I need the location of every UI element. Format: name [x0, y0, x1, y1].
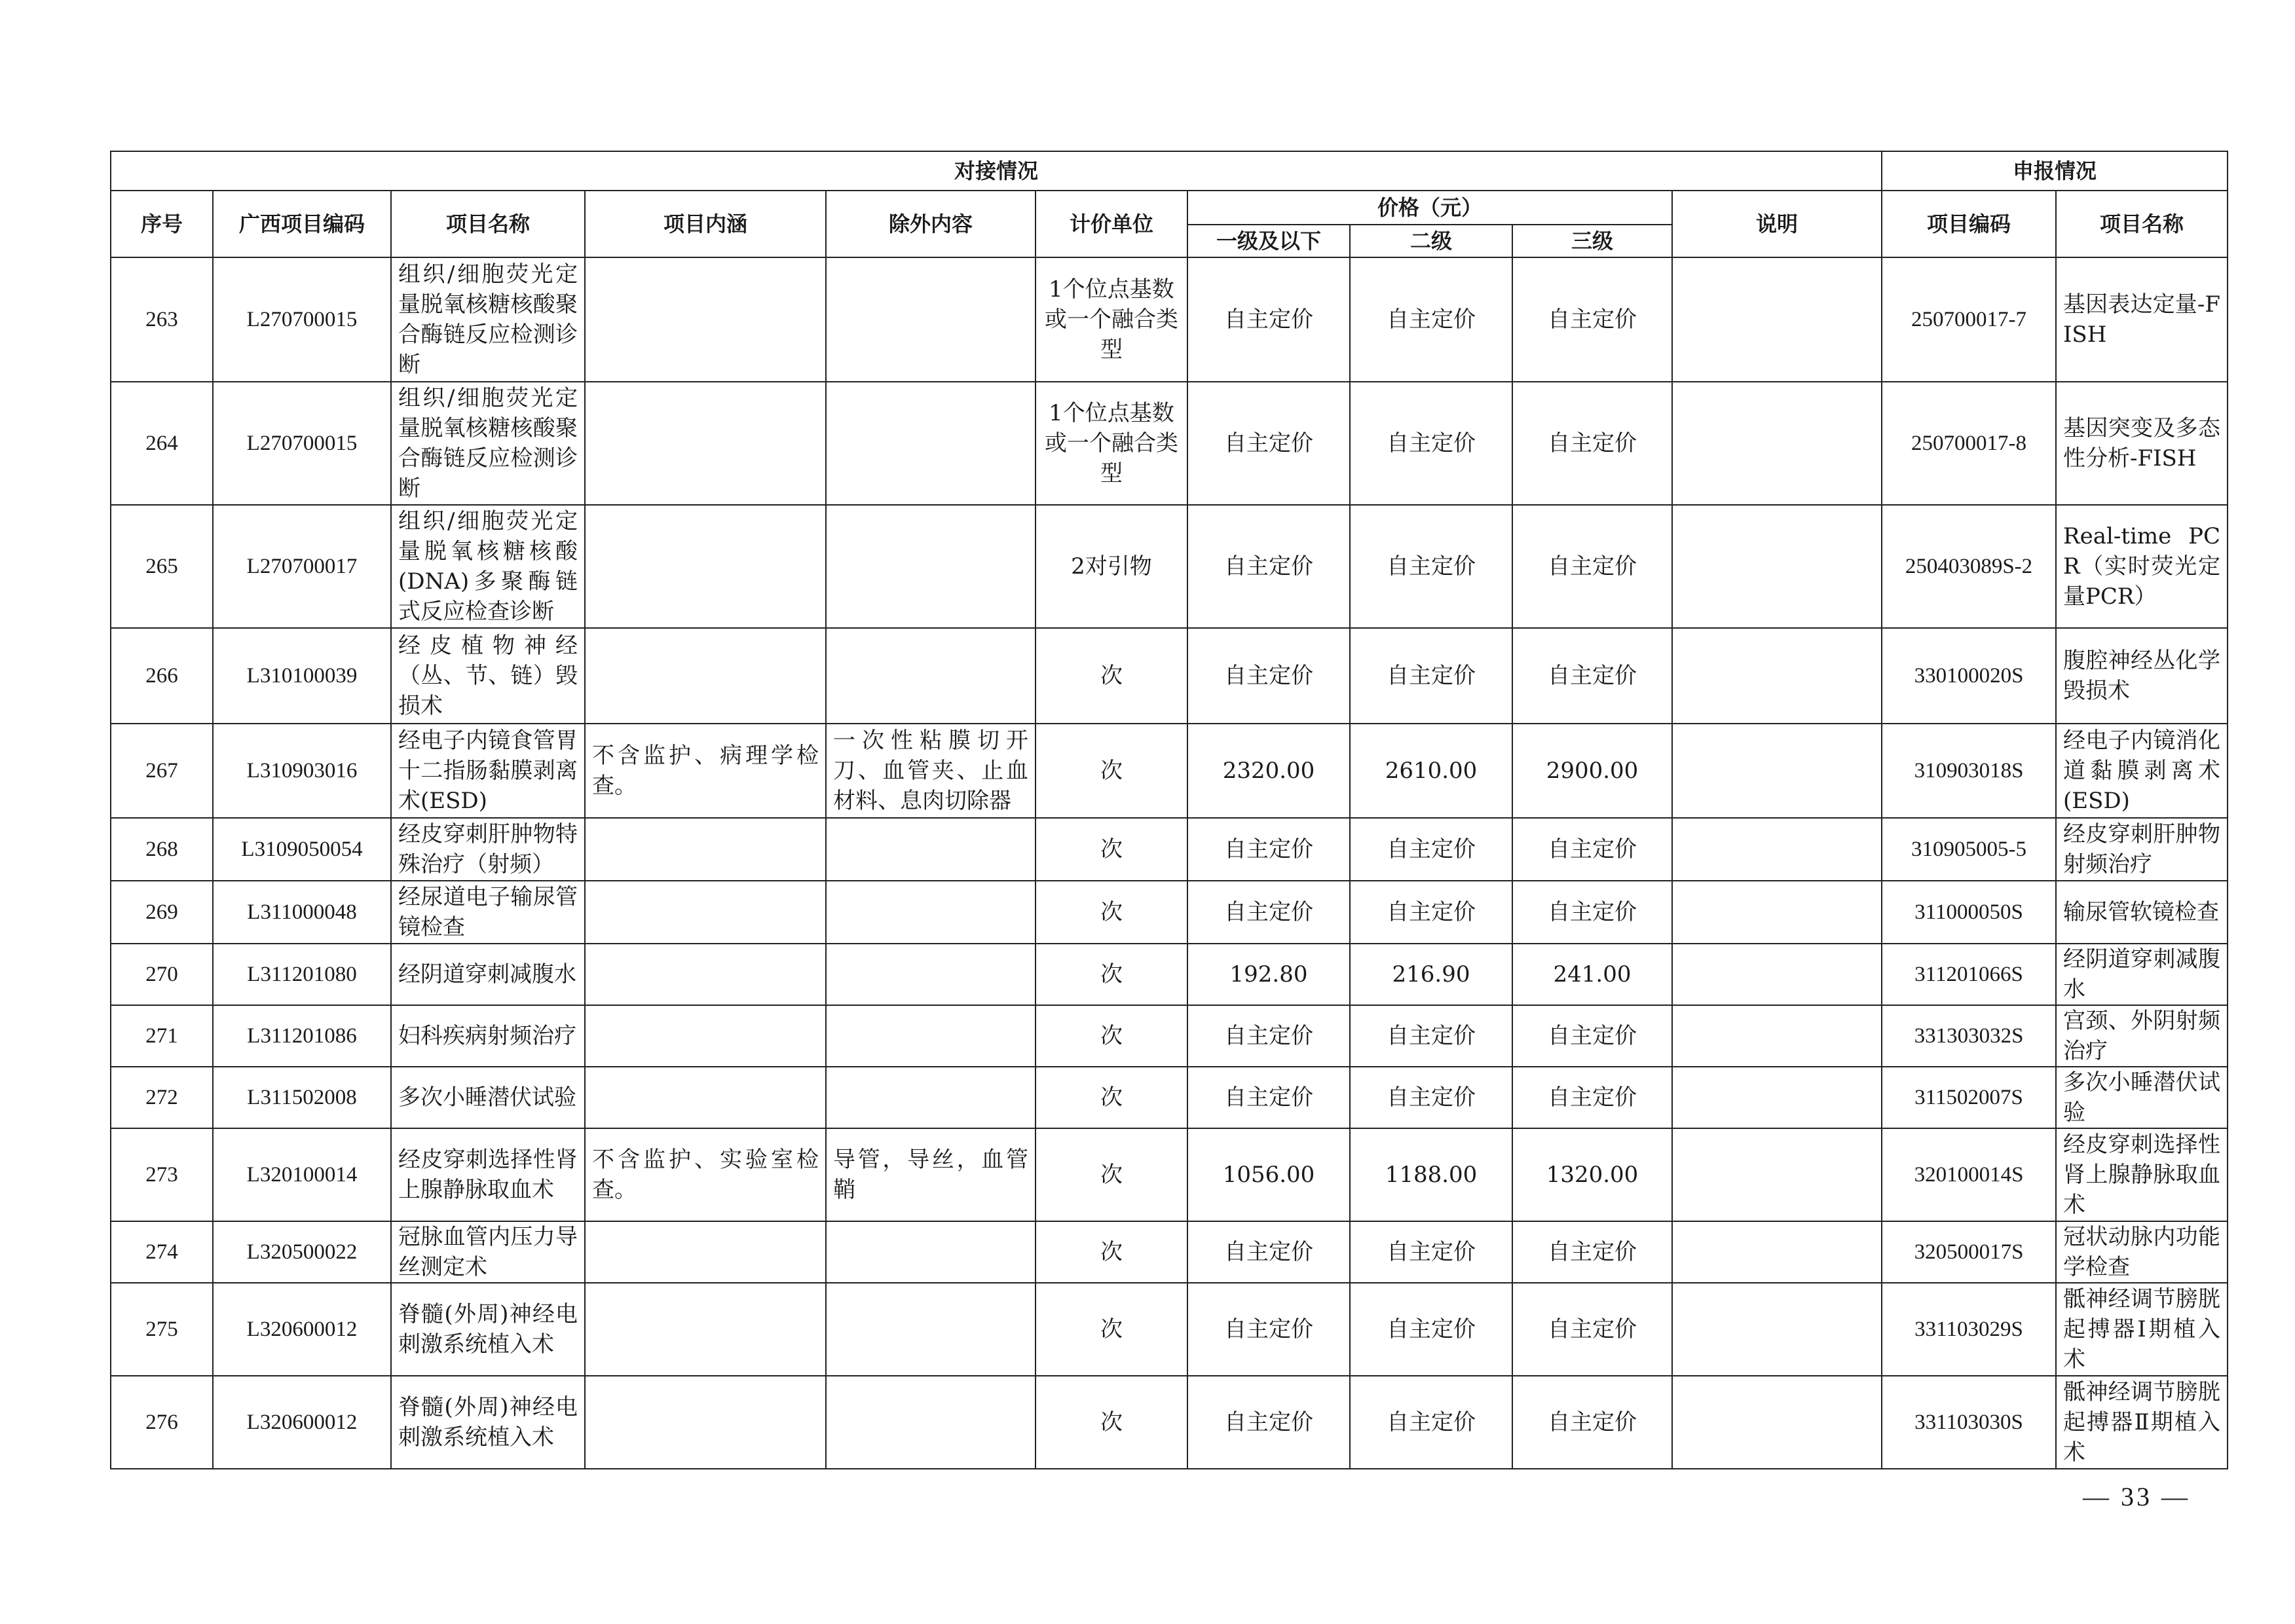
row-code: L311000048	[213, 881, 391, 944]
row-price-level3: 自主定价	[1512, 382, 1672, 505]
row-unit: 次	[1036, 1128, 1187, 1221]
row-note	[1672, 818, 1882, 881]
row-content: 不含监护、实验室检查。	[585, 1128, 826, 1221]
row-content	[585, 881, 826, 944]
row-note	[1672, 944, 1882, 1005]
section-header-docking: 对接情况	[111, 151, 1882, 191]
page-number: — 33 —	[2083, 1482, 2190, 1511]
row-name: 经尿道电子输尿管镜检查	[391, 881, 585, 944]
row-content	[585, 505, 826, 628]
table-row	[111, 257, 2228, 382]
row-price-level2: 自主定价	[1350, 881, 1512, 944]
row-content	[585, 1005, 826, 1067]
row-price-level2: 自主定价	[1350, 1005, 1512, 1067]
row-name: 组织/细胞荧光定量脱氧核糖核酸聚合酶链反应检测诊断	[391, 382, 585, 505]
row-report-code: 331303032S	[1882, 1005, 2056, 1067]
row-report-name: 经皮穿刺肝肿物射频治疗	[2056, 818, 2228, 881]
row-content	[585, 1283, 826, 1376]
row-exclusion	[826, 257, 1036, 382]
row-exclusion	[826, 944, 1036, 1005]
row-seq: 264	[111, 382, 213, 505]
row-seq: 274	[111, 1221, 213, 1283]
section-header-report: 申报情况	[1882, 151, 2228, 191]
row-price-level2: 自主定价	[1350, 818, 1512, 881]
row-note	[1672, 257, 1882, 382]
row-report-code: 310905005-5	[1882, 818, 2056, 881]
row-note	[1672, 382, 1882, 505]
row-price-level2: 自主定价	[1350, 382, 1512, 505]
row-name: 经皮穿刺肝肿物特殊治疗（射频）	[391, 818, 585, 881]
row-report-code: 250700017-8	[1882, 382, 2056, 505]
row-content: 不含监护、病理学检查。	[585, 724, 826, 818]
row-seq: 269	[111, 881, 213, 944]
row-exclusion	[826, 382, 1036, 505]
table-row	[111, 1128, 2228, 1221]
row-price-level2: 自主定价	[1350, 1221, 1512, 1283]
row-price-level3: 自主定价	[1512, 1376, 1672, 1469]
row-report-code: 330100020S	[1882, 628, 2056, 724]
header-exclusion: 除外内容	[826, 191, 1036, 257]
row-unit: 次	[1036, 881, 1187, 944]
row-seq: 276	[111, 1376, 213, 1469]
row-report-name: 基因突变及多态性分析-FISH	[2056, 382, 2228, 505]
row-exclusion: 导管，导丝，血管鞘	[826, 1128, 1036, 1221]
row-price-level1: 自主定价	[1187, 257, 1350, 382]
row-unit: 次	[1036, 1283, 1187, 1376]
row-report-name: 经阴道穿刺减腹水	[2056, 944, 2228, 1005]
row-price-level2: 自主定价	[1350, 628, 1512, 724]
row-note	[1672, 1067, 1882, 1128]
row-content	[585, 818, 826, 881]
row-price-level3: 自主定价	[1512, 1067, 1672, 1128]
row-note	[1672, 1376, 1882, 1469]
row-note	[1672, 1128, 1882, 1221]
row-note	[1672, 628, 1882, 724]
row-exclusion	[826, 1221, 1036, 1283]
row-code: L320600012	[213, 1376, 391, 1469]
row-note	[1672, 1283, 1882, 1376]
header-name: 项目名称	[391, 191, 585, 257]
row-price-level3: 自主定价	[1512, 1005, 1672, 1067]
table-row	[111, 818, 2228, 881]
row-note	[1672, 1221, 1882, 1283]
row-name: 经电子内镜食管胃十二指肠黏膜剥离术(ESD)	[391, 724, 585, 818]
row-name: 经皮穿刺选择性肾上腺静脉取血术	[391, 1128, 585, 1221]
header-gx-code: 广西项目编码	[213, 191, 391, 257]
row-code: L3109050054	[213, 818, 391, 881]
row-content	[585, 382, 826, 505]
row-name: 组织/细胞荧光定量脱氧核糖核酸(DNA)多聚酶链式反应检查诊断	[391, 505, 585, 628]
row-code: L320500022	[213, 1221, 391, 1283]
row-unit: 次	[1036, 818, 1187, 881]
row-content	[585, 944, 826, 1005]
row-report-name: 骶神经调节膀胱起搏器Ⅱ期植入术	[2056, 1376, 2228, 1469]
header-report-code: 项目编码	[1882, 191, 2056, 257]
row-report-code: 311201066S	[1882, 944, 2056, 1005]
row-name: 脊髓(外周)神经电刺激系统植入术	[391, 1376, 585, 1469]
row-report-name: 经电子内镜消化道黏膜剥离术(ESD)	[2056, 724, 2228, 818]
row-report-code: 311502007S	[1882, 1067, 2056, 1128]
row-report-code: 331103030S	[1882, 1376, 2056, 1469]
row-price-level1: 自主定价	[1187, 1283, 1350, 1376]
row-report-name: 经皮穿刺选择性肾上腺静脉取血术	[2056, 1128, 2228, 1221]
header-level2: 二级	[1350, 225, 1512, 257]
row-price-level1: 自主定价	[1187, 505, 1350, 628]
table-row	[111, 382, 2228, 505]
table-body	[111, 257, 2228, 1469]
row-exclusion	[826, 1005, 1036, 1067]
row-code: L320600012	[213, 1283, 391, 1376]
row-unit: 1个位点基数或一个融合类型	[1036, 382, 1187, 505]
row-unit: 次	[1036, 1376, 1187, 1469]
header-note: 说明	[1672, 191, 1882, 257]
table-row	[111, 1221, 2228, 1283]
row-name: 组织/细胞荧光定量脱氧核糖核酸聚合酶链反应检测诊断	[391, 257, 585, 382]
row-price-level1: 自主定价	[1187, 1067, 1350, 1128]
row-price-level1: 1056.00	[1187, 1128, 1350, 1221]
row-price-level1: 自主定价	[1187, 881, 1350, 944]
row-seq: 263	[111, 257, 213, 382]
row-exclusion	[826, 1283, 1036, 1376]
table-row	[111, 724, 2228, 818]
row-price-level1: 自主定价	[1187, 382, 1350, 505]
row-price-level3: 自主定价	[1512, 628, 1672, 724]
row-seq: 267	[111, 724, 213, 818]
row-unit: 2对引物	[1036, 505, 1187, 628]
row-unit: 次	[1036, 1221, 1187, 1283]
row-price-level2: 自主定价	[1350, 1283, 1512, 1376]
row-code: L311502008	[213, 1067, 391, 1128]
row-unit: 1个位点基数或一个融合类型	[1036, 257, 1187, 382]
row-price-level3: 1320.00	[1512, 1128, 1672, 1221]
row-price-level1: 自主定价	[1187, 818, 1350, 881]
row-seq: 268	[111, 818, 213, 881]
row-unit: 次	[1036, 1067, 1187, 1128]
row-note	[1672, 724, 1882, 818]
row-code: L311201086	[213, 1005, 391, 1067]
row-report-code: 311000050S	[1882, 881, 2056, 944]
row-code: L310903016	[213, 724, 391, 818]
row-seq: 265	[111, 505, 213, 628]
row-note	[1672, 1005, 1882, 1067]
header-unit: 计价单位	[1036, 191, 1187, 257]
row-report-code: 320100014S	[1882, 1128, 2056, 1221]
row-report-name: 冠状动脉内功能学检查	[2056, 1221, 2228, 1283]
header-price: 价格（元）	[1187, 191, 1672, 225]
row-content	[585, 257, 826, 382]
row-code: L311201080	[213, 944, 391, 1005]
row-seq: 272	[111, 1067, 213, 1128]
row-unit: 次	[1036, 628, 1187, 724]
row-note	[1672, 505, 1882, 628]
row-report-name: Real-time PCR（实时荧光定量PCR）	[2056, 505, 2228, 628]
row-price-level3: 自主定价	[1512, 505, 1672, 628]
table-row	[111, 1005, 2228, 1067]
row-report-code: 250700017-7	[1882, 257, 2056, 382]
row-code: L270700017	[213, 505, 391, 628]
row-seq: 273	[111, 1128, 213, 1221]
row-exclusion	[826, 1067, 1036, 1128]
row-price-level1: 2320.00	[1187, 724, 1350, 818]
row-unit: 次	[1036, 1005, 1187, 1067]
row-price-level2: 自主定价	[1350, 257, 1512, 382]
row-price-level1: 192.80	[1187, 944, 1350, 1005]
row-report-code: 320500017S	[1882, 1221, 2056, 1283]
row-price-level3: 自主定价	[1512, 818, 1672, 881]
row-seq: 275	[111, 1283, 213, 1376]
row-code: L310100039	[213, 628, 391, 724]
row-name: 多次小睡潜伏试验	[391, 1067, 585, 1128]
row-report-code: 250403089S-2	[1882, 505, 2056, 628]
table-row	[111, 1376, 2228, 1469]
row-price-level3: 2900.00	[1512, 724, 1672, 818]
row-code: L270700015	[213, 257, 391, 382]
table-row	[111, 628, 2228, 724]
row-report-name: 宫颈、外阴射频治疗	[2056, 1005, 2228, 1067]
row-report-name: 腹腔神经丛化学毁损术	[2056, 628, 2228, 724]
row-exclusion	[826, 505, 1036, 628]
table-row	[111, 944, 2228, 1005]
row-exclusion	[826, 881, 1036, 944]
table-row	[111, 1283, 2228, 1376]
row-price-level2: 自主定价	[1350, 1376, 1512, 1469]
row-name: 经阴道穿刺减腹水	[391, 944, 585, 1005]
row-unit: 次	[1036, 724, 1187, 818]
header-content: 项目内涵	[585, 191, 826, 257]
table-row	[111, 881, 2228, 944]
row-name: 脊髓(外周)神经电刺激系统植入术	[391, 1283, 585, 1376]
header-level1: 一级及以下	[1187, 225, 1350, 257]
row-price-level3: 自主定价	[1512, 881, 1672, 944]
row-exclusion	[826, 1376, 1036, 1469]
row-price-level2: 216.90	[1350, 944, 1512, 1005]
row-report-name: 基因表达定量-FISH	[2056, 257, 2228, 382]
row-content	[585, 1067, 826, 1128]
row-price-level2: 自主定价	[1350, 505, 1512, 628]
row-exclusion	[826, 628, 1036, 724]
row-exclusion	[826, 818, 1036, 881]
header-seq: 序号	[111, 191, 213, 257]
row-code: L270700015	[213, 382, 391, 505]
row-price-level1: 自主定价	[1187, 1376, 1350, 1469]
row-report-name: 多次小睡潜伏试验	[2056, 1067, 2228, 1128]
row-price-level1: 自主定价	[1187, 628, 1350, 724]
row-price-level2: 自主定价	[1350, 1067, 1512, 1128]
pricing-table	[110, 151, 2228, 1469]
row-unit: 次	[1036, 944, 1187, 1005]
row-content	[585, 1221, 826, 1283]
row-seq: 270	[111, 944, 213, 1005]
row-note	[1672, 881, 1882, 944]
row-price-level3: 自主定价	[1512, 1283, 1672, 1376]
header-report-name: 项目名称	[2056, 191, 2228, 257]
row-content	[585, 628, 826, 724]
row-report-code: 331103029S	[1882, 1283, 2056, 1376]
row-price-level1: 自主定价	[1187, 1005, 1350, 1067]
row-name: 冠脉血管内压力导丝测定术	[391, 1221, 585, 1283]
row-seq: 266	[111, 628, 213, 724]
row-report-name: 骶神经调节膀胱起搏器Ⅰ期植入术	[2056, 1283, 2228, 1376]
row-price-level2: 2610.00	[1350, 724, 1512, 818]
row-code: L320100014	[213, 1128, 391, 1221]
row-name: 经皮植物神经（丛、节、链）毁损术	[391, 628, 585, 724]
table-row	[111, 1067, 2228, 1128]
row-price-level3: 241.00	[1512, 944, 1672, 1005]
row-price-level3: 自主定价	[1512, 1221, 1672, 1283]
table-row	[111, 505, 2228, 628]
row-price-level1: 自主定价	[1187, 1221, 1350, 1283]
row-price-level3: 自主定价	[1512, 257, 1672, 382]
row-content	[585, 1376, 826, 1469]
row-price-level2: 1188.00	[1350, 1128, 1512, 1221]
row-name: 妇科疾病射频治疗	[391, 1005, 585, 1067]
row-exclusion: 一次性粘膜切开刀、血管夹、止血材料、息肉切除器	[826, 724, 1036, 818]
row-seq: 271	[111, 1005, 213, 1067]
header-level3: 三级	[1512, 225, 1672, 257]
row-report-name: 输尿管软镜检查	[2056, 881, 2228, 944]
row-report-code: 310903018S	[1882, 724, 2056, 818]
